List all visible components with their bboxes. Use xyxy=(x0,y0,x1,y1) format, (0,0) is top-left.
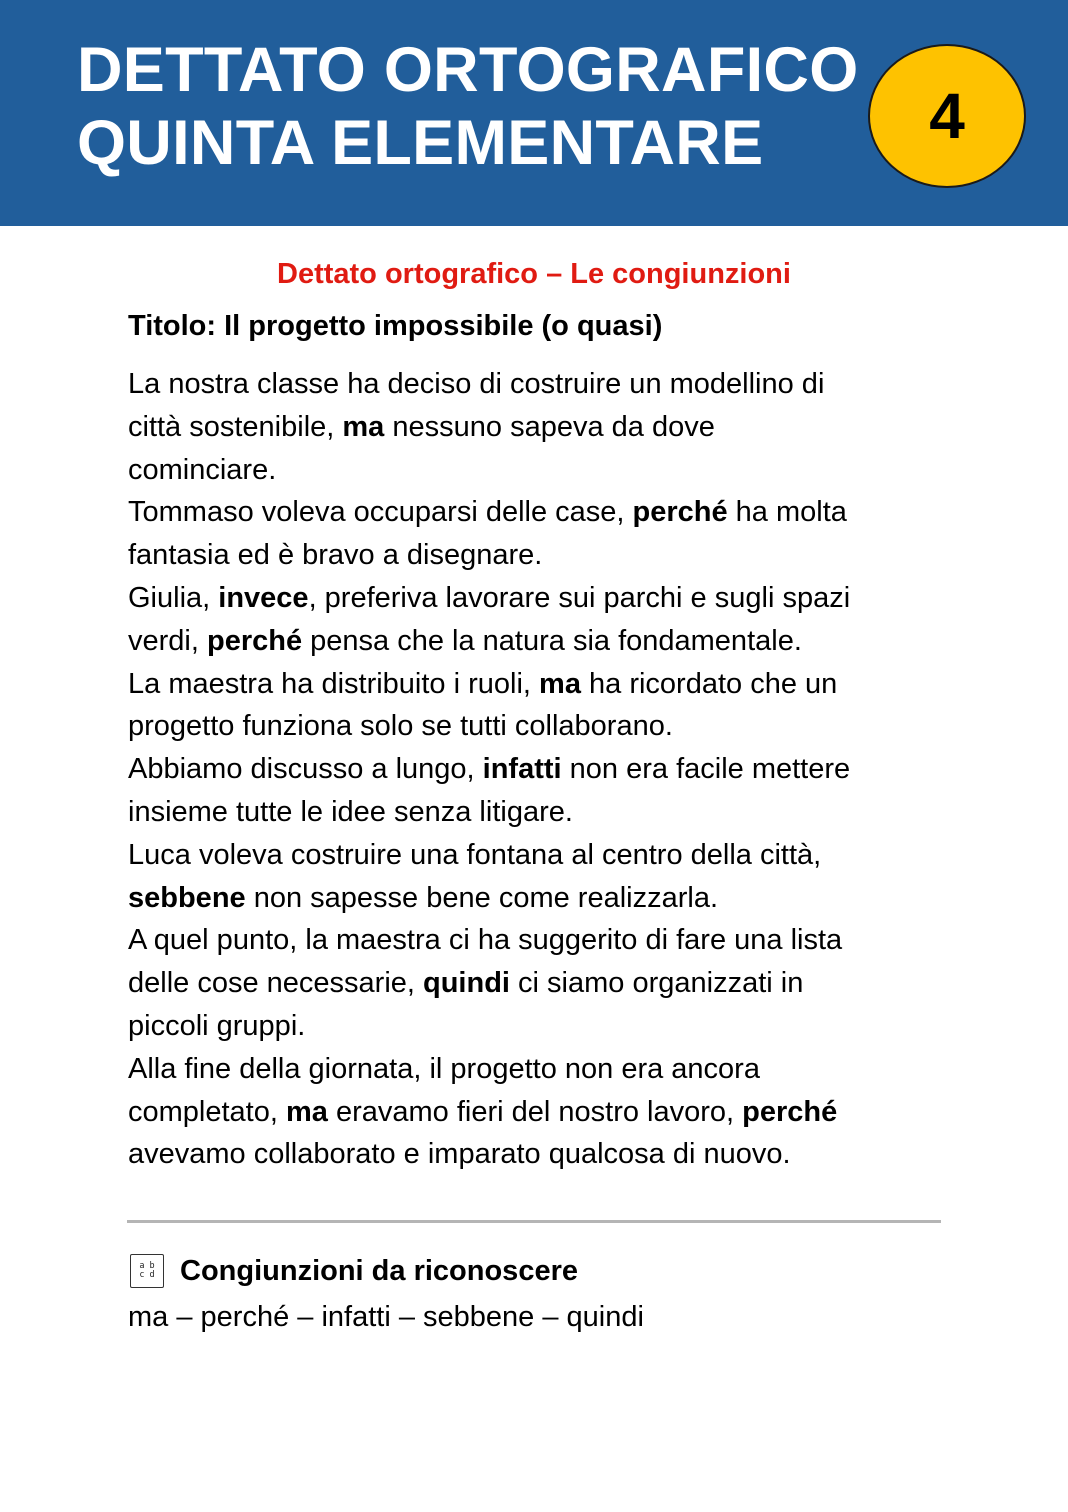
text-run: La nostra classe ha deciso di costruire un modellino di xyxy=(128,368,825,400)
text-run: non sapesse bene come realizzarla. xyxy=(245,881,718,914)
highlighted-conjunction: perché xyxy=(206,624,303,657)
text-line xyxy=(128,577,948,620)
highlighted-conjunction: sebbene xyxy=(128,881,246,914)
text-line xyxy=(128,534,948,577)
text-run: insieme tutte le idee senza litigare. xyxy=(128,795,573,828)
text-line xyxy=(128,1048,948,1091)
section-subtitle: Dettato ortografico – Le congiunzioni xyxy=(277,258,791,290)
text-line xyxy=(128,919,948,962)
text-run: pensa che la natura sia fondamentale. xyxy=(302,624,802,657)
text-run: Luca voleva costruire una fontana al centro della città, xyxy=(128,838,822,871)
conjunctions-list: ma – perché – infatti – sebbene – quindi xyxy=(128,1301,644,1333)
conjunctions-heading xyxy=(130,1250,578,1292)
highlighted-conjunction: perché xyxy=(632,496,728,529)
page-title-line-1: DETTATO ORTOGRAFICO xyxy=(77,35,859,105)
text-line xyxy=(128,663,948,706)
text-line xyxy=(128,449,948,492)
text-line xyxy=(128,1133,948,1176)
text-line xyxy=(128,877,948,920)
text-line xyxy=(128,363,948,406)
highlighted-conjunction: invece xyxy=(218,581,309,614)
text-run: piccoli gruppi. xyxy=(128,1009,306,1042)
header-banner xyxy=(0,0,1068,226)
text-run: ha molta xyxy=(727,496,847,529)
highlighted-conjunction: perché xyxy=(742,1095,838,1128)
highlighted-conjunction: ma xyxy=(342,410,385,443)
highlighted-conjunction: ma xyxy=(539,667,581,700)
text-line xyxy=(128,1005,948,1048)
text-run: Abbiamo discusso a lungo, xyxy=(128,753,483,786)
abc-letters-icon xyxy=(130,1254,164,1288)
text-line xyxy=(128,620,948,663)
text-run: non era facile mettere xyxy=(561,753,851,786)
highlighted-conjunction: quindi xyxy=(423,967,510,1000)
text-run: fantasia ed è bravo a disegnare. xyxy=(128,539,543,572)
text-run: città sostenibile, xyxy=(128,410,343,443)
text-run: delle cose necessarie, xyxy=(128,967,423,1000)
text-run: cominciare. xyxy=(128,453,277,486)
divider xyxy=(127,1220,941,1223)
highlighted-conjunction: infatti xyxy=(482,753,562,786)
text-run: Alla fine della giornata, il progetto non era ancora xyxy=(128,1052,760,1085)
text-run: progetto funziona solo se tutti collaborano. xyxy=(128,710,673,743)
text-run: , preferiva lavorare sui parchi e sugli spazi xyxy=(308,581,851,614)
text-run: A quel punto, la maestra ci ha suggerito di fare una lista xyxy=(128,924,843,957)
highlighted-conjunction: ma xyxy=(285,1095,328,1128)
text-line xyxy=(128,705,948,748)
page-title xyxy=(77,34,859,180)
text-run: ci siamo organizzati in xyxy=(509,967,804,1000)
text-line xyxy=(128,491,948,534)
abc-icon-row-1: a b xyxy=(139,1261,155,1271)
text-run: verdi, xyxy=(128,624,207,657)
dictation-title: Titolo: Il progetto impossibile (o quasi) xyxy=(128,310,663,342)
text-run: La maestra ha distribuito i ruoli, xyxy=(128,667,540,700)
text-run: avevamo collaborato e imparato qualcosa di nuovo. xyxy=(128,1138,791,1171)
text-line xyxy=(128,962,948,1005)
text-run: completato, xyxy=(128,1095,286,1128)
text-line xyxy=(128,1091,948,1134)
text-run: ha ricordato che un xyxy=(580,667,838,700)
conjunctions-title: Congiunzioni da riconoscere xyxy=(180,1254,578,1287)
text-line xyxy=(128,791,948,834)
page-title-line-2: QUINTA ELEMENTARE xyxy=(77,108,764,178)
text-run: Giulia, xyxy=(128,581,219,614)
text-line xyxy=(128,748,948,791)
abc-icon-row-2: c d xyxy=(139,1270,155,1280)
text-line xyxy=(128,834,948,877)
number-badge: 4 xyxy=(868,44,1026,188)
text-line xyxy=(128,406,948,449)
text-run: Tommaso voleva occuparsi delle case, xyxy=(128,496,633,529)
text-run: eravamo fieri del nostro lavoro, xyxy=(327,1095,743,1128)
text-run: nessuno sapeva da dove xyxy=(384,410,715,443)
dictation-text xyxy=(128,363,948,1176)
